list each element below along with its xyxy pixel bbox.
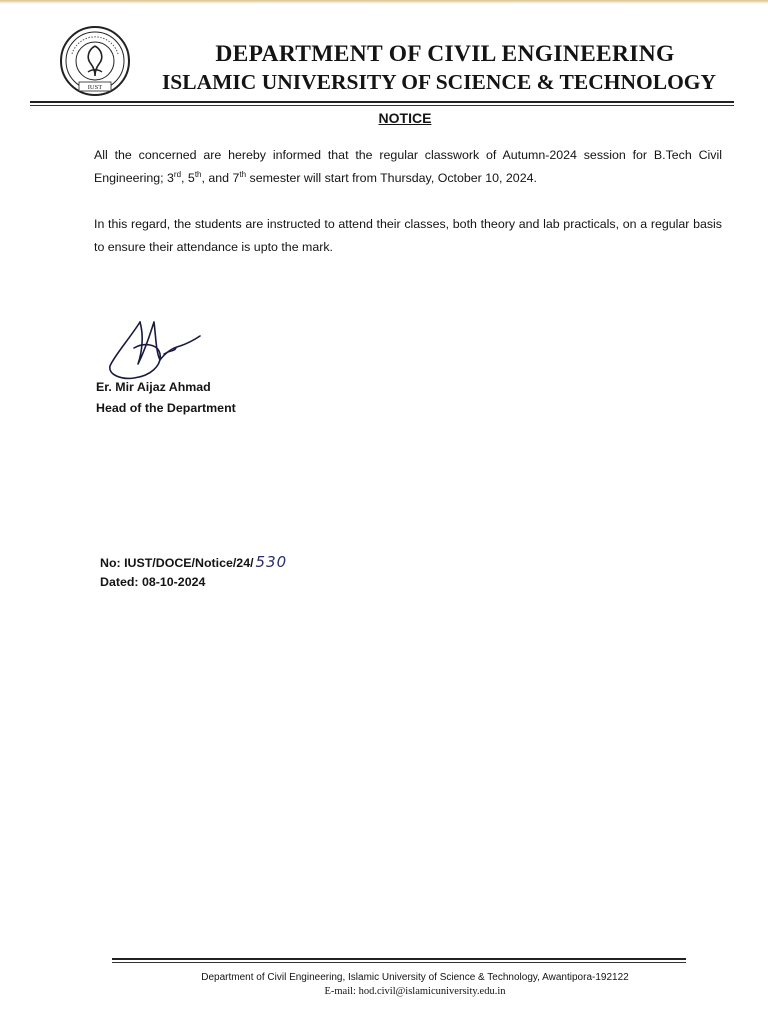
reference-number-label: No: IUST/DOCE/Notice/24/: [100, 556, 254, 570]
university-seal-icon: [58, 24, 132, 98]
footer-email: E-mail: hod.civil@islamicuniversity.edu.in: [324, 986, 506, 997]
footer-address: Department of Civil Engineering, Islamic University of Science & Technology, Awantipora-192122: [201, 972, 629, 983]
reference-number: [100, 553, 287, 571]
paper-edge: [0, 0, 768, 4]
para1-text-start: All the concerned are hereby informed that the regular classwork of Autumn-2024 session for B.Tech Civil Engineering; 3: [94, 148, 722, 185]
notice-paragraph-1: [94, 144, 722, 190]
header-divider-thin: [30, 105, 734, 106]
ordinal-suffix: th: [239, 169, 247, 179]
department-title: DEPARTMENT OF CIVIL ENGINEERING: [215, 41, 675, 67]
para1-text-end: semester will start from Thursday, October 10, 2024.: [246, 171, 537, 185]
notice-paragraph-2: In this regard, the students are instructed to attend their classes, both theory and lab practicals, on a regular basis to ensure their attendance is upto the mark.: [94, 217, 722, 254]
notice-heading: NOTICE: [378, 110, 432, 126]
seal-text: IUST: [87, 84, 103, 91]
ordinal-suffix: th: [194, 169, 202, 179]
para1-text-mid: , 5: [181, 171, 195, 185]
signatory-name: Er. Mir Aijaz Ahmad: [96, 380, 211, 394]
ordinal-suffix: rd: [173, 169, 182, 179]
university-title: ISLAMIC UNIVERSITY OF SCIENCE & TECHNOLOGY: [161, 70, 717, 94]
para1-text-mid: , and 7: [201, 171, 240, 185]
footer-divider: [112, 958, 686, 960]
signatory-role: Head of the Department: [96, 401, 236, 415]
footer-divider-thin: [112, 962, 686, 963]
header-divider: [30, 101, 734, 103]
handwritten-reference-number: 530: [255, 553, 288, 571]
notice-date: Dated: 08-10-2024: [100, 575, 206, 589]
signature-icon: [100, 308, 212, 384]
